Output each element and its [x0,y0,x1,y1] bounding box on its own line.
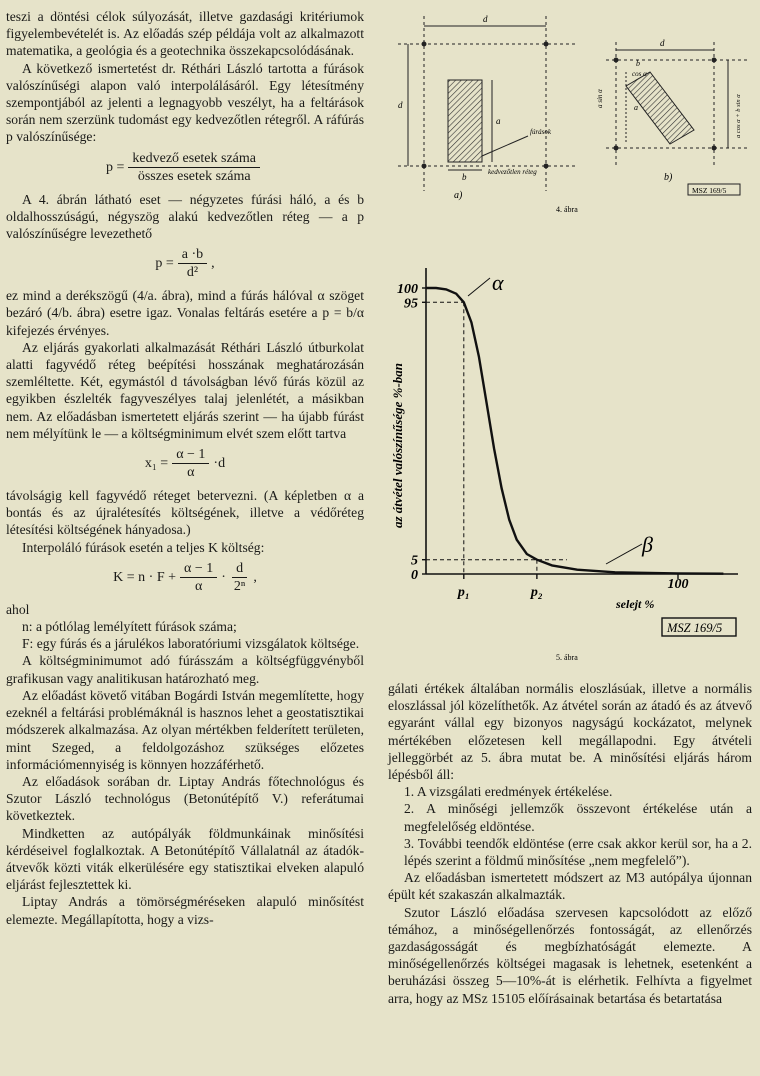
list-item: 2. A minőségi jellemzők összevont értékelése után a megfelelőség eldöntése. [404,801,752,834]
paragraph: Az előadások sorában dr. Liptay András főtechnológus és Szutor László technológus (Betonútépítő V.) referátumai következtek. [6,773,364,824]
fig4b-b: b [636,59,640,68]
boring-point [422,164,427,169]
right-column [388,680,752,1007]
chart-guides [426,302,567,574]
x-tick-label: p₂ [530,585,543,600]
fig4-caption: 4. ábra [556,205,578,214]
fig4a-b: b [462,172,467,182]
figure-5 [388,228,756,668]
figure-4 [388,6,756,218]
formula-k-cost: K = n · F + $\frac{\alpha - 1}{\alpha}$ · $\frac{d}{\text{2ⁿ}}$ , [113,560,257,594]
paragraph: teszi a döntési célok súlyozását, illetve gazdasági kritériumok figyelembevételét is. Az előadás szép példája volt az alkalmazott matematika, a geológia és a geotechnika összekapcsolódásának. [6,9,364,59]
paragraph: Liptay András a tömörségméréseken alapuló minősítést elemezte. Megállapította, hogy a vizs- [6,894,364,927]
paragraph: Mindketten az autópályák földmunkáinak minősítési kérdéseivel foglalkoztak. A Betonútépítő Vállalatnál az átadók-átvevők közti viták elkerülésére egy statisztikai elveken alapuló eljárást fejlesztettek ki. [6,825,364,893]
fig4b-cos: cos α [632,70,647,78]
fig5-stamp: MSZ 169/5 [667,621,723,635]
list-item: 3. További teendők eldöntése (erre csak akkor kerül sor, ha a 2. lépés szerint a földmű minősítése „nem megfelelő”). [404,835,752,869]
fig4a-kedvezotlen: kedvezőtlen réteg [488,168,537,176]
x-axis-label: selejt % [616,597,655,611]
y-tick-label: 5 [411,553,418,569]
definition-n: n: a pótlólag lemélyített fúrások száma; [22,619,237,635]
formula-probability: p = $\frac{\text{kedvező esetek száma}}{\text{összes esetek száma}}$ [6,150,364,185]
fig4b-label: b) [664,172,673,183]
formula-x1: x₁ = $\frac{\alpha - 1}{\alpha}$ ·d [144,447,226,481]
paragraph: ez mind a derékszögű (4/a. ábra), mind a fúrás hálóval α szöget bezáró (4/b. ábra) esetre igaz. Vonalas feltárás esetére a p = b/α kifejezés érvényes. [6,288,364,338]
boring-point [544,164,549,169]
fig4b-a: a [634,103,638,112]
alpha-label: α [492,270,504,295]
fig4b-d: d [660,38,665,48]
paragraph: távolságig kell fagyvédő réteget betervezni. (A képletben α a bontás és az újralétesítés költségének, illetve a védőréteg létesítési költségének hányadosa.) [6,488,364,538]
y-tick-label: 95 [404,296,418,312]
fig4b-right: a cos α + b sin α [735,94,742,138]
paragraph: Az előadásban ismertetett módszert az M3 autópálya újonnan épült két szakaszán alkalmazták. [388,870,752,903]
boring-point [544,42,549,47]
paragraph: ahol [6,601,30,617]
paragraph: Az eljárás gyakorlati alkalmazását Réthári László útburkolat alatti fagyvédő réteg beépítési hosszának meghatározásán szemléltette. Két, egymástól d távolságban lévő fúrás közül az egyikben észlelték fagyveszélyes talaj jelenlétét, a másikban nem. Az előadásban ismertetett eljárás szerint — ha újabb fúrást nem mélyítünk le — a költségminimum elvét szem előtt tartva [6,339,364,441]
paragraph: A költségminimumot adó fúrásszám a költségfüggvényből grafikusan vagy analitikusan határozható meg. [6,653,364,686]
formula-p-ab: p = $\frac{a \cdot b}{\text{d²}}$ , [155,247,215,281]
paragraph: gálati értékek általában normális eloszlásúak, illetve a normális eloszlással jól közelíthetők. Az átvétel során az átadó és az átvevő egyaránt vállal egy bizonyos nagyságú kockázatot, melynek mértékében előzetesen kell megállapodni. Egy átvételi jelleggörbét az 5. ábra mutat be. A minősítési eljárás három lépésből áll: [388,681,752,783]
alpha-leader [468,278,490,296]
y-axis-label: az átvétel valószínűsége %-ban [390,362,405,528]
paragraph: A következő ismertetést dr. Réthári László tartotta a fúrások valószínűségi alapon való interpolálásáról. Egy létesítmény szempontjából az jelenti a legnagyobb veszélyt, ha a feltárások során nem szerzünk tudomást egy kedvezőtlen rétegről. A ráfúrás p valószínűsége: [6,60,364,145]
x-tick-label: p₁ [457,585,470,600]
y-tick-label: 0 [411,568,418,583]
boring-point [614,146,619,151]
oc-curve-line [426,288,723,574]
beta-label: β [642,532,653,557]
paragraph: Szutor László előadása szervesen kapcsolódott az előző témához, a minőségellenőrzés fontosságát, az ellenőrzés gazdaságosságát és megbízhatóságát elemezte. A minőségellenőrzés költségei magasak is lehetnek, esetenként a beruházási összeg 5—10%-át is elérhetik. Felhívta a figyelmet arra, hogy az MSz 15105 előírásainak betartása és betartatása [388,904,752,1006]
x-tick-label: 100 [667,577,689,592]
fig4a-label: a) [454,190,463,201]
figure-4b [606,42,748,166]
y-tick-label: 100 [397,282,418,297]
fig4a-furasok: fúrások [530,128,551,136]
boring-point [712,58,717,63]
fig4a-d-top: d [483,14,488,24]
paragraph: Interpoláló fúrások esetén a teljes K költség: [22,539,265,555]
fig4b-sin: a sin α [596,89,604,108]
chart-axes [426,268,738,574]
paragraph: A 4. ábrán látható eset — négyzetes fúrási háló, a és b oldalhosszúságú, négyszög alakú kedvezőtlen réteg — a p valószínűségre levezethető [6,191,364,242]
fig4-stamp: MSZ 169/5 [692,186,727,195]
boring-point [614,58,619,63]
fig4a-a: a [496,116,501,126]
fig5-caption: 5. ábra [556,653,578,662]
paragraph: Az előadást követő vitában Bogárdi István megemlítette, hogy ezeknél a feltárási problémáknál is hasznos lehet a geostatisztikai módszerek alkalmazása. Az olyan mértékben felderített területen, mint Szeged, a feldolgozáshoz szükséges előzetes információmennyiség is könnyen hozzáférhető. [6,687,364,772]
list-item: 1. A vizsgálati eredmények értékelése. [404,784,613,800]
beta-leader [606,544,642,564]
fig4a-d-side: d [398,100,403,110]
definition-f: F: egy fúrás és a járulékos laboratóriumi vizsgálatok költsége. [22,636,360,652]
boring-point [422,42,427,47]
boring-point [712,146,717,151]
left-column [6,8,364,928]
